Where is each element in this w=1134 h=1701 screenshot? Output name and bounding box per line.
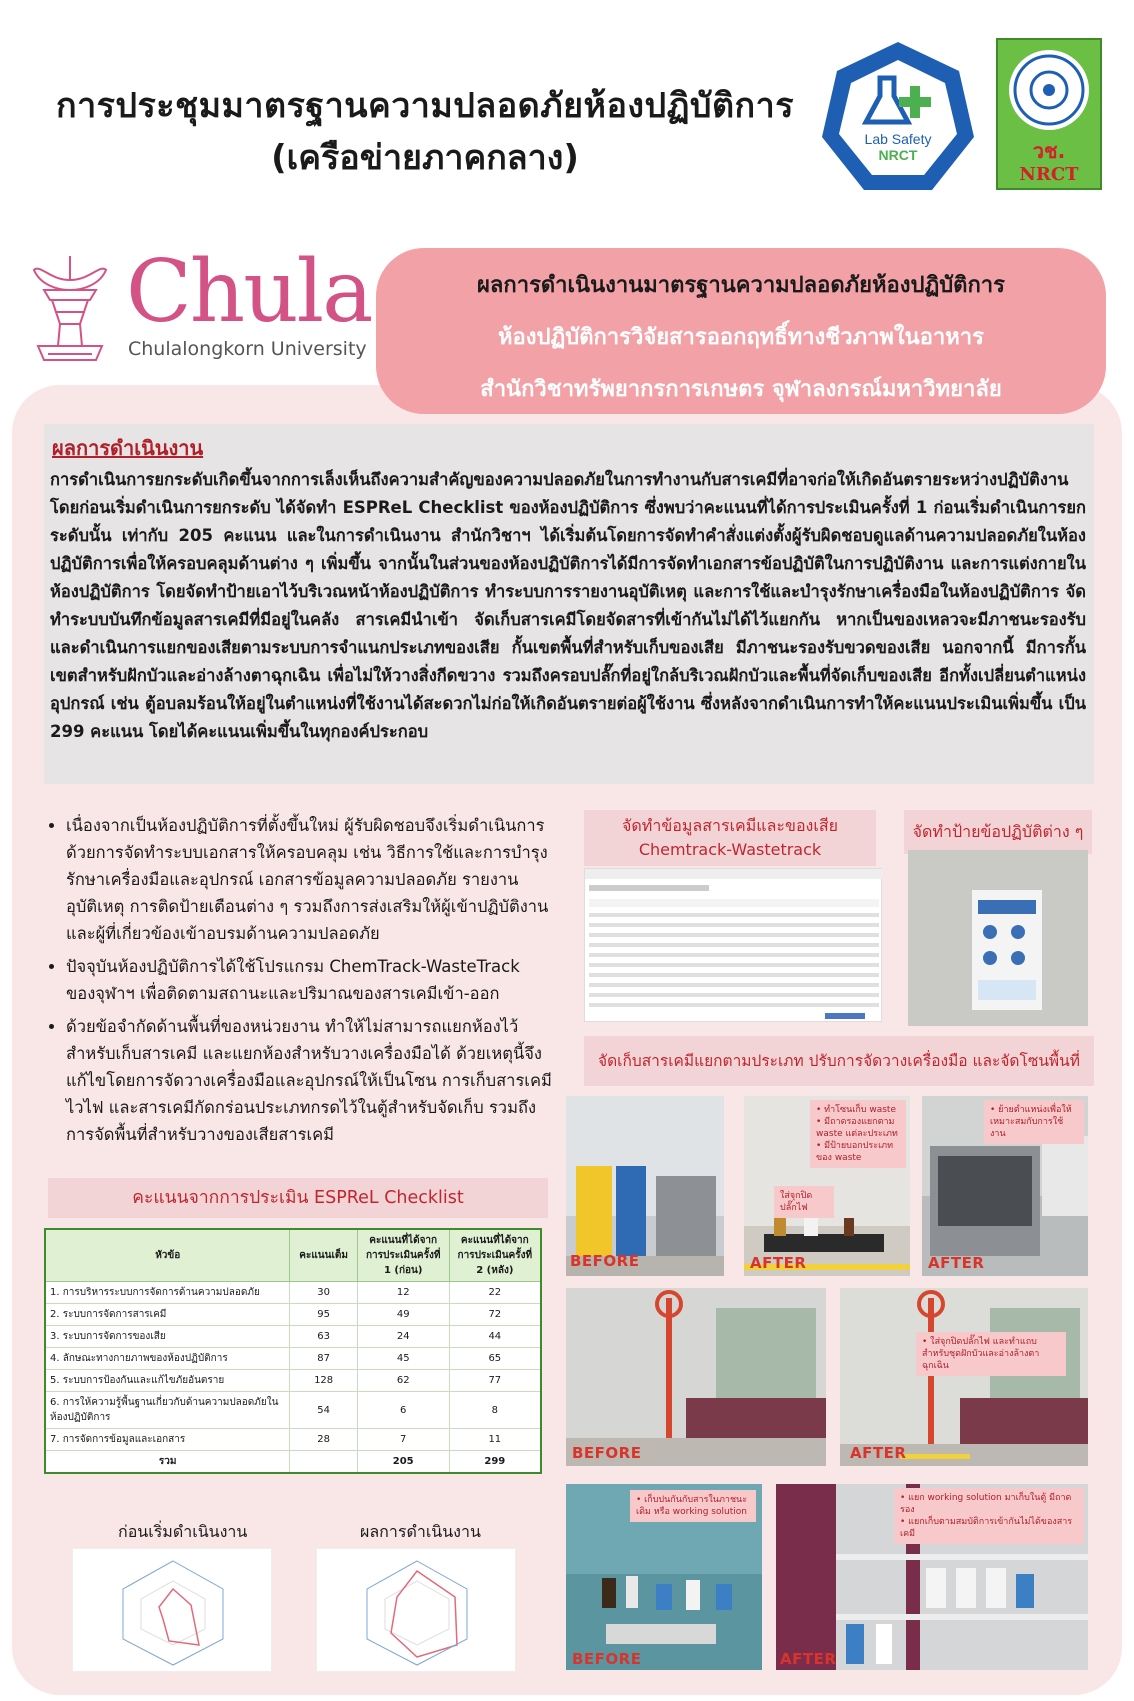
chula-subtitle: Chulalongkorn University [128,338,367,360]
nrct-logo [996,38,1102,190]
lab-safety-logo [818,38,978,198]
col-header-full: คะแนนเต็ม [290,1229,357,1282]
photo-after-shower [840,1288,1088,1466]
chemtrack-caption [584,810,876,866]
note-shower: • ใส่จุกปิดปลั๊กไฟ และทำแถบสำหรับชุดฝักบัวและอ่างล้างตาฉุกเฉิน [916,1332,1066,1376]
row-full: 63 [290,1326,357,1348]
table-row [45,1429,541,1451]
banner-line3: สำนักวิชาทรัพยากรการเกษตร จุฬาลงกรณ์มหาวิทยาลัย [480,377,1002,402]
table-row [45,1370,541,1392]
row-full: 95 [290,1304,357,1326]
after-tag: AFTER [850,1444,907,1462]
sign-caption: จัดทำป้ายข้อปฏิบัติต่าง ๆ [904,810,1092,854]
total-after: 299 [449,1451,541,1474]
radar-chart-before [72,1548,272,1672]
row-topic: 6. การให้ความรู้พื้นฐานเกี่ยวกับด้านความปลอดภัยในห้องปฏิบัติการ [45,1392,290,1429]
note-separate: • แยก working solution มาเก็บในตู้ มีถาดรอง • แยกเก็บตามสมบัติการเข้ากันไม่ได้ของสารเคมี [894,1488,1084,1544]
score-heading: คะแนนจากการประเมิน ESPReL Checklist [48,1178,548,1218]
note-solution: • เก็บปนกันกับสารในภาชนะเดิม หรือ working solution [630,1490,756,1522]
table-row [45,1304,541,1326]
table-row [45,1326,541,1348]
chemtrack-caption-line2: Chemtrack-Wastetrack [638,840,822,859]
row-full: 128 [290,1370,357,1392]
storage-caption: จัดเก็บสารเคมีแยกตามประเภท ปรับการจัดวางเครื่องมือ และจัดโซนพื้นที่ [584,1036,1094,1086]
before-tag: BEFORE [572,1650,642,1668]
row-topic: 1. การบริหารระบบการจัดการด้านความปลอดภัย [45,1282,290,1304]
row-topic: 7. การจัดการข้อมูลและเอกสาร [45,1429,290,1451]
row-before: 7 [357,1429,449,1451]
chemtrack-caption-line1: จัดทำข้อมูลสารเคมีและของเสีย [622,816,838,835]
total-full [290,1451,357,1474]
results-heading: ผลการดำเนินงาน [52,436,204,460]
col-header-before: คะแนนที่ได้จากการประเมินครั้งที่ 1 (ก่อน) [357,1229,449,1282]
after-tag: AFTER [780,1650,837,1668]
row-topic: 3. ระบบการจัดการของเสีย [45,1326,290,1348]
table-row [45,1282,541,1304]
row-full: 54 [290,1392,357,1429]
photo-after-cabinet [776,1484,1088,1670]
bullet-item: • ด้วยข้อจำกัดด้านพื้นที่ของหน่วยงาน ทำให้ไม่สามารถแยกห้องไว้สำหรับเก็บสารเคมี และแยกห้องสำหรับวางเครื่องมือได้ ด้วยเหตุนี้จึงแก้ไขโดยการจัดวางเครื่องมือและอุปกรณ์ให้เป็นโซน การเก็บสารเคมีไวไฟ และสารเคมีกัดกร่อนประเภทกรดไว้ในตู้สำหรับจัดเก็บ รวมถึงการจัดพื้นที่สำหรับวางของเสียสารเคมี [66,1013,554,1148]
score-table [44,1228,542,1474]
row-before: 62 [357,1370,449,1392]
after-tag: AFTER [750,1254,807,1272]
row-before: 12 [357,1282,449,1304]
row-topic: 4. ลักษณะทางกายภาพของห้องปฏิบัติการ [45,1348,290,1370]
row-after: 8 [449,1392,541,1429]
table-total-row [45,1451,541,1474]
photo-before-cabinet [566,1484,762,1670]
row-after: 77 [449,1370,541,1392]
note-waste: • ทำโซนเก็บ waste • มีถาดรองแยกตาม waste แต่ละประเภท • มีป้ายบอกประเภทของ waste [810,1100,906,1168]
photo-before-waste [566,1096,724,1276]
poster-title-line1: การประชุมมาตรฐานความปลอดภัยห้องปฏิบัติการ [55,86,794,126]
photo-after-oven [922,1096,1088,1276]
row-full: 87 [290,1348,357,1370]
row-before: 45 [357,1348,449,1370]
chula-emblem-icon [30,250,110,368]
poster-title-line2: (เครือข่ายภาคกลาง) [271,138,579,178]
chemtrack-screenshot [584,868,882,1022]
row-topic: 5. ระบบการป้องกันและแก้ไขภัยอันตราย [45,1370,290,1392]
radar-before-title: ก่อนเริ่มดำเนินงาน [118,1522,248,1541]
table-row [45,1392,541,1429]
note-plug-label: ใส่จุกปิดปลั๊กไฟ [774,1186,834,1218]
row-before: 6 [357,1392,449,1429]
row-before: 49 [357,1304,449,1326]
total-label: รวม [45,1451,290,1474]
col-header-after: คะแนนที่ได้จากการประเมินครั้งที่ 2 (หลัง) [449,1229,541,1282]
after-tag: AFTER [928,1254,985,1272]
sign-photo [908,850,1088,1026]
bullet-list [44,812,554,1154]
col-header-topic: หัวข้อ [45,1229,290,1282]
note-oven: • ย้ายตำแหน่งเพื่อให้เหมาะสมกับการใช้งาน [984,1100,1084,1144]
table-row [45,1348,541,1370]
row-full: 30 [290,1282,357,1304]
row-after: 44 [449,1326,541,1348]
total-before: 205 [357,1451,449,1474]
banner-line2: ห้องปฏิบัติการวิจัยสารออกฤทธิ์ทางชีวภาพในอาหาร [498,325,984,350]
bullet-item: • ปัจจุบันห้องปฏิบัติการได้ใช้โปรแกรม ChemTrack-WasteTrack ของจุฬาฯ เพื่อติดตามสถานะและปริมาณของสารเคมีเข้า-ออก [66,953,554,1007]
row-topic: 2. ระบบการจัดการสารเคมี [45,1304,290,1326]
bullet-item: • เนื่องจากเป็นห้องปฏิบัติการที่ตั้งขึ้นใหม่ ผู้รับผิดชอบจึงเริ่มดำเนินการด้วยการจัดทำระบบเอกสารให้ครอบคลุม เช่น วิธีการใช้และการบำรุงรักษาเครื่องมือและอุปกรณ์ เอกสารข้อมูลความปลอดภัย รายงานอุบัติเหตุ การติดป้ายเตือนต่าง ๆ รวมถึงการส่งเสริมให้ผู้เข้าปฏิบัติงานและผู้ที่เกี่ยวข้องเข้าอบรมด้านความปลอดภัย [66,812,554,947]
chula-wordmark: Chula [126,242,372,342]
row-after: 72 [449,1304,541,1326]
nrct-text: NRCT [1019,164,1079,185]
row-after: 11 [449,1429,541,1451]
nrct-thai-text: วช. [1032,139,1066,163]
row-after: 65 [449,1348,541,1370]
lab-safety-text: Lab Safety [864,131,932,147]
photo-after-waste [744,1096,910,1276]
photo-before-shower [566,1288,826,1466]
row-full: 28 [290,1429,357,1451]
results-body: การดำเนินการยกระดับเกิดขึ้นจากการเล็งเห็นถึงความสำคัญของความปลอดภัยในการทำงานกับสารเคมีที่อาจก่อให้เกิดอันตรายระหว่างปฏิบัติงาน โดยก่อนเริ่มดำเนินการยกระดับ ได้จัดทำ ESPReL Checklist ของห้องปฏิบัติการ ซึ่งพบว่าคะแนนที่ได้การประเมินครั้งที่ 1 ก่อนเริ่มดำเนินการยกระดับนั้น เท่ากับ 205 คะแนน และในการดำเนินงาน สำนักวิชาฯ ได้เริ่มต้นโดยการจัดทำคำสั่งแต่งตั้งผู้รับผิดชอบดูแลด้านความปลอดภัยในห้องปฏิบัติการเพื่อให้ครอบคลุมด้านต่าง ๆ เพิ่มขึ้น จากนั้นในส่วนของห้องปฏิบัติการได้มีการจัดทำเอกสารข้อปฏิบัติในการปฏิบัติงาน และการแต่งกายในห้องปฏิบัติการ โดยจัดทำป้ายเอาไว้บริเวณหน้าห้องปฏิบัติการ ทำระบบการรายงานอุบัติเหตุ และการใช้และบำรุงรักษาเครื่องมือในห้องปฏิบัติการ จัดทำระบบบันทึกข้อมูลสารเคมีที่มีอยู่ในคลัง สารเคมีนำเข้า จัดเก็บสารเคมีโดยจัดสารที่เข้ากันไม่ได้ไว้แยกกัน หากเป็นของเหลวจะมีภาชนะรองรับ และดำเนินการแยกของเสียตามระบบการจำแนกประเภทของเสีย กั้นเขตพื้นที่สำหรับเก็บของเสีย มีภาชนะรองรับขวดของเสีย นอกจากนี้ มีการกั้นเขตสำหรับฝักบัวและอ่างล้างตาฉุกเฉิน เพื่อไม่ให้วางสิ่งกีดขวาง รวมถึงครอบปลั๊กที่อยู่ใกล้บริเวณฝักบัวและพื้นที่จัดเก็บของเสีย อีกทั้งเปลี่ยนตำแหน่งอุปกรณ์ เช่น ตู้อบลมร้อนให้อยู่ในตำแหน่งที่ใช้งานได้สะดวกไม่ก่อให้เกิดอันตรายต่อผู้ใช้งาน ซึ่งหลังจากดำเนินการทำให้คะแนนประเมินเพิ่มขึ้น เป็น 299 คะแนน โดยได้คะแนนเพิ่มขึ้นในทุกองค์ประกอบ [50,470,1086,741]
title-banner [376,248,1106,414]
lab-safety-nrct-text: NRCT [878,147,918,163]
radar-chart-after [316,1548,516,1672]
banner-line1: ผลการดำเนินงานมาตรฐานความปลอดภัยห้องปฏิบัติการ [477,273,1005,298]
row-after: 22 [449,1282,541,1304]
radar-after-title: ผลการดำเนินงาน [360,1522,481,1541]
row-before: 24 [357,1326,449,1348]
before-tag: BEFORE [572,1444,642,1462]
before-tag: BEFORE [570,1252,640,1270]
